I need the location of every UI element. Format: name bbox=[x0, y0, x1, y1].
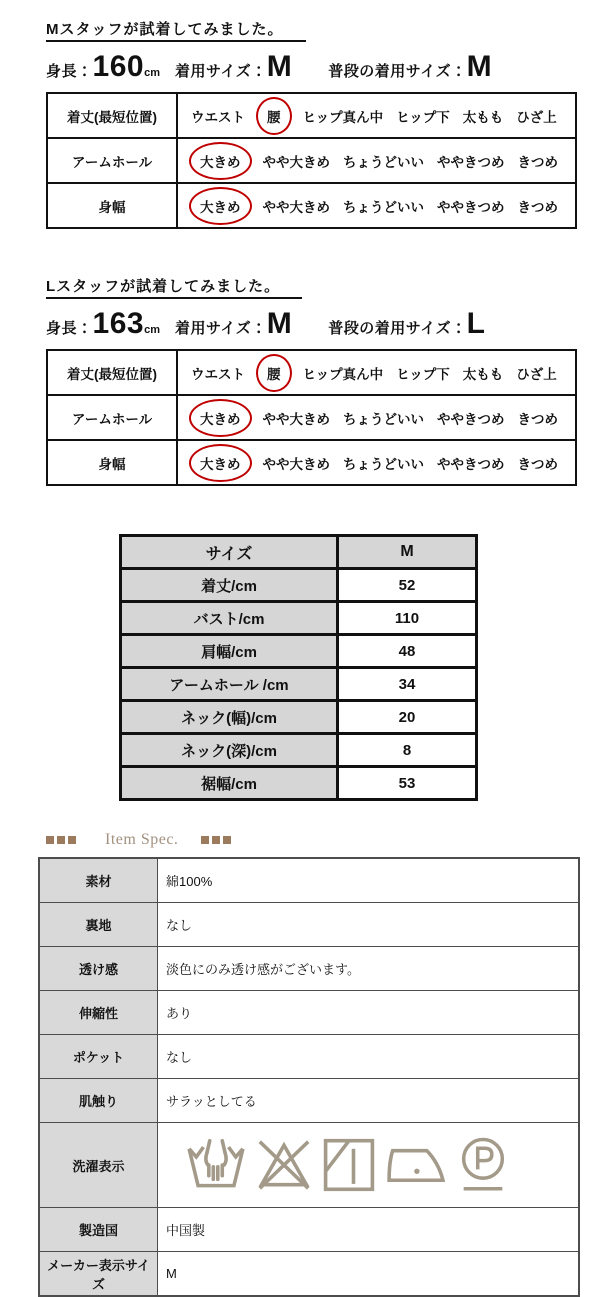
size-row-value: 48 bbox=[338, 635, 477, 668]
table-row bbox=[47, 93, 576, 138]
fit-option: ややきつめ bbox=[437, 456, 505, 472]
usual-size-label: 普段の着用サイズ： bbox=[328, 320, 467, 337]
fit-option: ちょうどいい bbox=[343, 154, 424, 170]
fit-option: 太もも bbox=[462, 366, 504, 382]
spec-row-label: 製造国 bbox=[39, 1208, 158, 1252]
brown-square-icon bbox=[68, 836, 76, 844]
fit-option: やや大きめ bbox=[262, 199, 330, 215]
size-row-value: 53 bbox=[338, 767, 477, 800]
spec-row-value: なし bbox=[158, 1035, 580, 1079]
spec-row-label: 洗濯表示 bbox=[39, 1123, 158, 1208]
spec-row-value: あり bbox=[158, 991, 580, 1035]
item-spec-table bbox=[38, 857, 580, 1297]
usual-size-value: L bbox=[466, 307, 486, 340]
fit-option: きつめ bbox=[517, 456, 558, 472]
fit-stats bbox=[46, 309, 600, 339]
size-row-label: バスト/cm bbox=[121, 602, 338, 635]
table-row bbox=[39, 947, 579, 991]
spec-row-value: M bbox=[158, 1252, 580, 1297]
size-table-header-row bbox=[121, 536, 477, 569]
size-row-value: 34 bbox=[338, 668, 477, 701]
spec-row-label: 伸縮性 bbox=[39, 991, 158, 1035]
fit-option: ややきつめ bbox=[437, 199, 505, 215]
shade-hang-dry-icon bbox=[322, 1137, 376, 1193]
item-spec-title: Item Spec. bbox=[105, 831, 179, 848]
fit-option: ひざ上 bbox=[516, 109, 557, 125]
spec-row-label: 素材 bbox=[39, 858, 158, 903]
table-row bbox=[47, 395, 576, 440]
table-row bbox=[47, 350, 576, 395]
fit-option: きつめ bbox=[517, 411, 558, 427]
size-row-label: 裾幅/cm bbox=[121, 767, 338, 800]
hand-wash-icon bbox=[186, 1139, 246, 1191]
brown-square-icon bbox=[46, 836, 54, 844]
brown-square-icon bbox=[223, 836, 231, 844]
usual-size-value: M bbox=[466, 50, 493, 83]
fit-option: きつめ bbox=[517, 154, 558, 170]
table-row bbox=[39, 858, 579, 903]
table-row bbox=[47, 138, 576, 183]
fit-option: ヒップ下 bbox=[396, 366, 450, 382]
height-value: 163 bbox=[92, 307, 145, 340]
laundry-symbols bbox=[166, 1136, 578, 1194]
fit-table bbox=[46, 349, 577, 486]
spec-row-label: ポケット bbox=[39, 1035, 158, 1079]
spec-row-value: 中国製 bbox=[158, 1208, 580, 1252]
usual-size-label: 普段の着用サイズ： bbox=[328, 63, 467, 80]
fit-option: やや大きめ bbox=[262, 411, 330, 427]
fit-row-label: 身幅 bbox=[47, 440, 177, 485]
table-row bbox=[121, 701, 477, 734]
fit-option: ややきつめ bbox=[437, 154, 505, 170]
table-row bbox=[121, 767, 477, 800]
fit-option-circled: 大きめ bbox=[200, 196, 241, 216]
fit-option: ややきつめ bbox=[437, 411, 505, 427]
fit-option-circled: 腰 bbox=[267, 363, 281, 383]
spec-row-value: 綿100% bbox=[158, 858, 580, 903]
fit-section-l bbox=[46, 275, 600, 486]
table-row bbox=[39, 903, 579, 947]
fit-section-m bbox=[46, 0, 600, 229]
fit-option: ウエスト bbox=[191, 366, 245, 382]
fit-option: ひざ上 bbox=[516, 366, 557, 382]
wear-size-label: 着用サイズ： bbox=[174, 320, 267, 337]
fit-option: ヒップ真ん中 bbox=[302, 366, 384, 382]
fit-table bbox=[46, 92, 577, 229]
fit-row-label: 着丈(最短位置) bbox=[47, 350, 177, 395]
size-row-label: ネック(深)/cm bbox=[121, 734, 338, 767]
height-label: 身長： bbox=[46, 63, 93, 80]
fit-option: 太もも bbox=[462, 109, 504, 125]
fit-option-circled: 大きめ bbox=[200, 151, 241, 171]
fit-stats bbox=[46, 52, 600, 82]
brown-square-icon bbox=[201, 836, 209, 844]
brown-square-icon bbox=[212, 836, 220, 844]
fit-row-label: 着丈(最短位置) bbox=[47, 93, 177, 138]
size-row-label: アームホール /cm bbox=[121, 668, 338, 701]
dry-clean-p-gentle-icon bbox=[456, 1136, 510, 1194]
size-row-value: 20 bbox=[338, 701, 477, 734]
spec-row-label: メーカー表示サイズ bbox=[39, 1252, 158, 1297]
spec-row-label: 肌触り bbox=[39, 1079, 158, 1123]
size-row-value: 52 bbox=[338, 569, 477, 602]
spec-row-value: 淡色にのみ透け感がございます。 bbox=[158, 947, 580, 991]
fit-option: やや大きめ bbox=[262, 456, 330, 472]
height-unit: cm bbox=[144, 324, 160, 336]
table-row bbox=[39, 1208, 579, 1252]
fit-section-heading: Lスタッフが試着してみました。 bbox=[46, 275, 302, 299]
wear-size-value: M bbox=[266, 307, 293, 340]
size-row-value: 110 bbox=[338, 602, 477, 635]
fit-option-circled: 大きめ bbox=[200, 408, 241, 428]
size-row-label: ネック(幅)/cm bbox=[121, 701, 338, 734]
item-spec-header bbox=[46, 831, 600, 849]
fit-option-circled: 腰 bbox=[267, 106, 281, 126]
do-not-bleach-icon bbox=[254, 1139, 314, 1191]
spec-row-label: 裏地 bbox=[39, 903, 158, 947]
fit-row-label: アームホール bbox=[47, 395, 177, 440]
height-unit: cm bbox=[144, 67, 160, 79]
fit-option: やや大きめ bbox=[262, 154, 330, 170]
brown-square-icon bbox=[57, 836, 65, 844]
table-row bbox=[39, 1252, 579, 1297]
fit-option: ヒップ下 bbox=[396, 109, 450, 125]
size-row-value: 8 bbox=[338, 734, 477, 767]
wear-size-label: 着用サイズ： bbox=[174, 63, 267, 80]
fit-option: ヒップ真ん中 bbox=[302, 109, 384, 125]
size-row-label: 着丈/cm bbox=[121, 569, 338, 602]
table-row bbox=[39, 1079, 579, 1123]
fit-row-label: アームホール bbox=[47, 138, 177, 183]
height-value: 160 bbox=[92, 50, 145, 83]
table-row bbox=[121, 668, 477, 701]
laundry-row bbox=[39, 1123, 579, 1208]
spec-row-value: サラッとしてる bbox=[158, 1079, 580, 1123]
size-table bbox=[119, 534, 478, 801]
fit-option: ちょうどいい bbox=[343, 411, 424, 427]
table-row bbox=[47, 183, 576, 228]
spec-row-value: なし bbox=[158, 903, 580, 947]
fit-row-label: 身幅 bbox=[47, 183, 177, 228]
table-row bbox=[121, 734, 477, 767]
table-row bbox=[121, 602, 477, 635]
fit-option: ちょうどいい bbox=[343, 456, 424, 472]
wear-size-value: M bbox=[266, 50, 293, 83]
spec-row-label: 透け感 bbox=[39, 947, 158, 991]
size-header-label: サイズ bbox=[121, 536, 338, 569]
fit-option: ウエスト bbox=[191, 109, 245, 125]
table-row bbox=[47, 440, 576, 485]
table-row bbox=[39, 1035, 579, 1079]
size-row-label: 肩幅/cm bbox=[121, 635, 338, 668]
table-row bbox=[121, 635, 477, 668]
iron-low-heat-icon bbox=[384, 1139, 448, 1191]
fit-option: きつめ bbox=[517, 199, 558, 215]
fit-option: ちょうどいい bbox=[343, 199, 424, 215]
table-row bbox=[121, 569, 477, 602]
size-header-value: M bbox=[338, 536, 477, 569]
fit-section-heading: Mスタッフが試着してみました。 bbox=[46, 18, 306, 42]
fit-option-circled: 大きめ bbox=[200, 453, 241, 473]
table-row bbox=[39, 991, 579, 1035]
height-label: 身長： bbox=[46, 320, 93, 337]
